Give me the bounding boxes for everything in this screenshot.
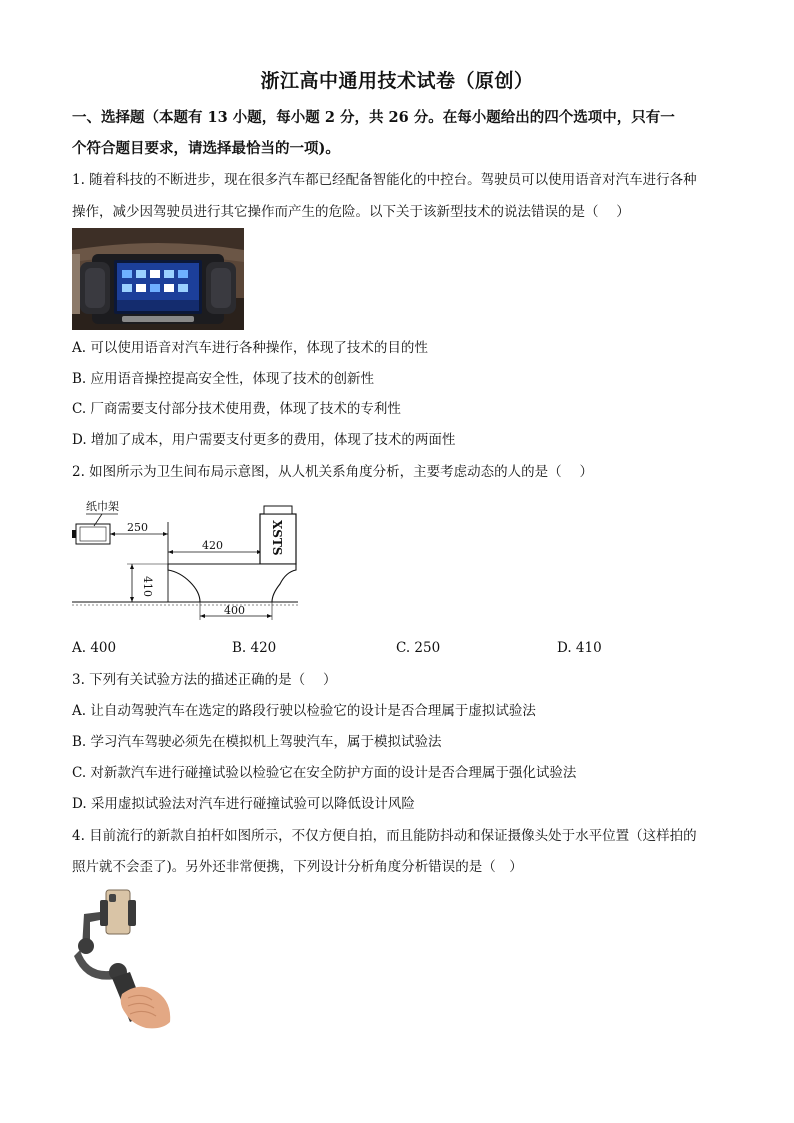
q2-stem: 2. 如图所示为卫生间布局示意图，从人机关系角度分析，主要考虑动态的人的是（ ） <box>72 464 593 480</box>
diagram-dim-410: 410 <box>141 576 154 597</box>
q3-option-a[interactable]: A. 让自动驾驶汽车在选定的路段行驶以检验它的设计是否合理属于虚拟试验法 <box>72 703 536 719</box>
q1-option-c[interactable]: C. 厂商需要支付部分技术使用费，体现了技术的专利性 <box>72 401 401 417</box>
diagram-label-xsts: XSTS <box>270 520 284 556</box>
q1-stem-line-1: 1. 随着科技的不断进步，现在很多汽车都已经配备智能化的中控台。驾驶员可以使用语音对汽车进行各种 <box>72 172 697 188</box>
q2-option-b[interactable]: B. 420 <box>232 640 277 656</box>
selfie-stick-photo <box>72 886 176 1032</box>
bathroom-layout-diagram <box>72 492 298 624</box>
q4-stem-line-2: 照片就不会歪了)。另外还非常便携，下列设计分析角度分析错误的是（ ） <box>72 859 523 875</box>
diagram-dim-400: 400 <box>224 604 245 617</box>
q4-stem-line-1: 4. 目前流行的新款自拍杆如图所示，不仅方便自拍，而且能防抖动和保证摄像头处于水平位置（这样拍的 <box>72 828 697 844</box>
dashboard-photo <box>72 228 244 330</box>
section-heading <box>72 102 732 164</box>
page-title: 浙江高中通用技术试卷（原创） <box>260 70 534 92</box>
diagram-label-holder: 纸巾架 <box>86 500 119 513</box>
section-heading-line-2: 个符合题目要求，请选择最恰当的一项)。 <box>72 140 340 157</box>
diagram-dim-420: 420 <box>202 539 223 552</box>
q1-stem-line-2: 操作，减少因驾驶员进行其它操作而产生的危险。以下关于该新型技术的说法错误的是（ ） <box>72 204 630 220</box>
q3-option-b[interactable]: B. 学习汽车驾驶必须先在模拟机上驾驶汽车，属于模拟试验法 <box>72 734 442 750</box>
q2-option-c[interactable]: C. 250 <box>396 640 441 656</box>
diagram-dim-250: 250 <box>127 521 148 534</box>
q1-option-a[interactable]: A. 可以使用语音对汽车进行各种操作，体现了技术的目的性 <box>72 340 428 356</box>
q1-option-b[interactable]: B. 应用语音操控提高安全性，体现了技术的创新性 <box>72 371 375 387</box>
q3-stem: 3. 下列有关试验方法的描述正确的是（ ） <box>72 672 337 688</box>
q2-option-d[interactable]: D. 410 <box>557 640 602 656</box>
q2-option-a[interactable]: A. 400 <box>72 640 117 656</box>
q3-option-d[interactable]: D. 采用虚拟试验法对汽车进行碰撞试验可以降低设计风险 <box>72 796 415 812</box>
q3-option-c[interactable]: C. 对新款汽车进行碰撞试验以检验它在安全防护方面的设计是否合理属于强化试验法 <box>72 765 577 781</box>
section-heading-line-1: 一、选择题（本题有 13 小题，每小题 2 分，共 26 分。在每小题给出的四个选项中，只有一 <box>72 109 675 126</box>
q1-option-d[interactable]: D. 增加了成本，用户需要支付更多的费用，体现了技术的两面性 <box>72 432 456 448</box>
